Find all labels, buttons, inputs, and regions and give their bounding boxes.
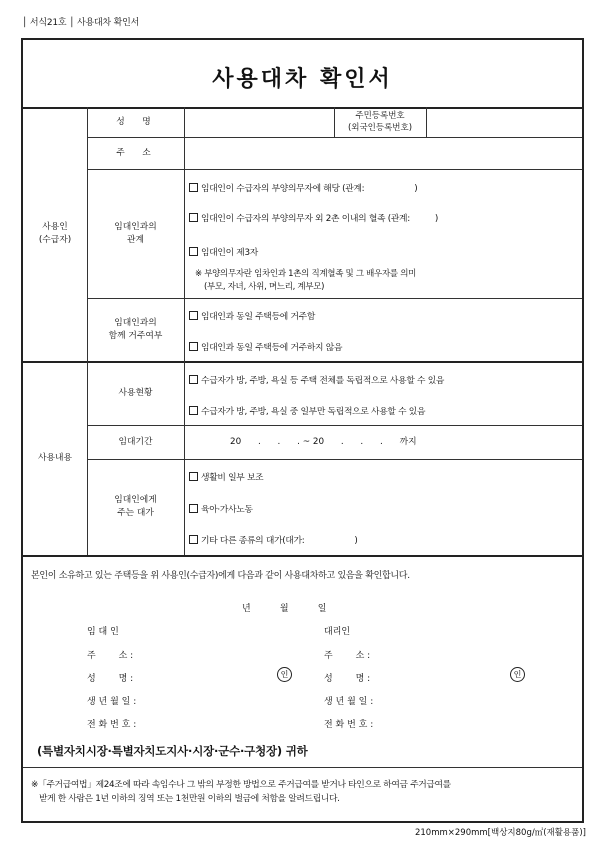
checkbox-icon	[189, 472, 198, 481]
cohabit-label: 임대인과의 함께 거주여부	[108, 317, 163, 341]
resident-number-input[interactable]	[427, 108, 582, 137]
paper-spec: 210mm×290mm[백상지80g/㎡(재활용품)]	[414, 828, 586, 838]
address-label: 주 소	[116, 147, 155, 158]
checkbox-icon	[189, 183, 198, 192]
consideration-option-1[interactable]: 생활비 일부 보조	[189, 470, 263, 483]
agent-birth-label: 생 년 월 일 :	[324, 697, 374, 707]
lessor-name-label: 성 명 :	[87, 674, 134, 684]
relation-option-1[interactable]: 임대인이 수급자의 부양의무자에 해당 (관계: )	[189, 181, 417, 194]
addressee: (특별자치시장·특별자치도지사·시장·군수·구청장) 귀하	[37, 744, 308, 758]
form-number-label: │ 서식21호 │ 사용대차 확인서	[22, 18, 140, 28]
page-title: 사용대차 확인서	[212, 67, 393, 92]
rental-period-input[interactable]: 20 . . . ~ 20 . . . 까지	[230, 437, 417, 448]
consideration-option-3[interactable]: 기타 다른 종류의 대가(대가: )	[189, 533, 358, 546]
relation-note: ※ 부양의무자란 임차인과 1촌의 직계혈족 및 그 배우자를 의미 (부모, 자녀, 사위, 며느리, 계부모)	[195, 269, 417, 292]
usage-status-option-1[interactable]: 수급자가 방, 주방, 욕실 등 주택 전체를 독립적으로 사용할 수 있음	[189, 373, 444, 386]
form-frame	[21, 38, 584, 823]
checkbox-icon	[189, 247, 198, 256]
checkbox-icon	[189, 375, 198, 384]
checkbox-icon	[189, 311, 198, 320]
checkbox-icon	[189, 535, 198, 544]
lessor-address-label: 주 소 :	[87, 651, 134, 661]
address-input[interactable]	[185, 138, 582, 169]
agent-phone-label: 전 화 번 호 :	[324, 720, 374, 730]
usage-status-option-2[interactable]: 수급자가 방, 주방, 욕실 중 일부만 독립적으로 사용할 수 있음	[189, 404, 425, 417]
consideration-label: 임대인에게 주는 대가	[114, 495, 157, 518]
rental-period-label: 임대기간	[118, 436, 153, 447]
lessor-birth-label: 생 년 월 일 :	[87, 697, 137, 707]
checkbox-icon	[189, 406, 198, 415]
resident-number-label: 주민등록번호 (외국인등록번호)	[347, 110, 413, 133]
name-label: 성 명	[116, 116, 155, 127]
checkbox-icon	[189, 213, 198, 222]
usage-section-label: 사용내용	[38, 452, 72, 463]
agent-heading: 대리인	[324, 627, 351, 637]
cohabit-option-1[interactable]: 임대인과 동일 주택등에 거주함	[189, 309, 315, 322]
date-line: 년 월 일	[242, 604, 327, 614]
lessor-heading: 임 대 인	[87, 627, 119, 637]
consideration-option-2[interactable]: 육아·가사노동	[189, 502, 253, 515]
borrower-section-label: 사용인 (수급자)	[38, 222, 72, 245]
relation-option-3[interactable]: 임대인이 제3자	[189, 245, 258, 258]
checkbox-icon	[189, 504, 198, 513]
agent-address-label: 주 소 :	[324, 651, 371, 661]
checkbox-icon	[189, 342, 198, 351]
agent-name-label: 성 명 :	[324, 674, 371, 684]
cohabit-option-2[interactable]: 임대인과 동일 주택등에 거주하지 않음	[189, 340, 342, 353]
relation-label: 임대인과의 관계	[114, 221, 157, 245]
usage-status-label: 사용현황	[118, 387, 153, 398]
lessor-phone-label: 전 화 번 호 :	[87, 720, 137, 730]
penalty-notice: ※「주거급여법」제24조에 따라 속임수나 그 밖의 부정한 방법으로 주거급여를 받거나 타인으로 하여금 주거급여를 받게 한 사람은 1년 이하의 징역 또는 1천만원 이하의 벌금에 처함을 알려드립니다.	[31, 780, 451, 804]
relation-option-2[interactable]: 임대인이 수급자의 부양의무자 외 2촌 이내의 혈족 (관계: )	[189, 211, 438, 224]
lessor-seal-icon[interactable]: 인	[277, 667, 292, 682]
confirmation-statement: 본인이 소유하고 있는 주택등을 위 사용인(수급자)에게 다음과 같이 사용대차하고 있음을 확인합니다.	[31, 571, 410, 581]
agent-seal-icon[interactable]: 인	[510, 667, 525, 682]
name-input[interactable]	[185, 108, 334, 137]
